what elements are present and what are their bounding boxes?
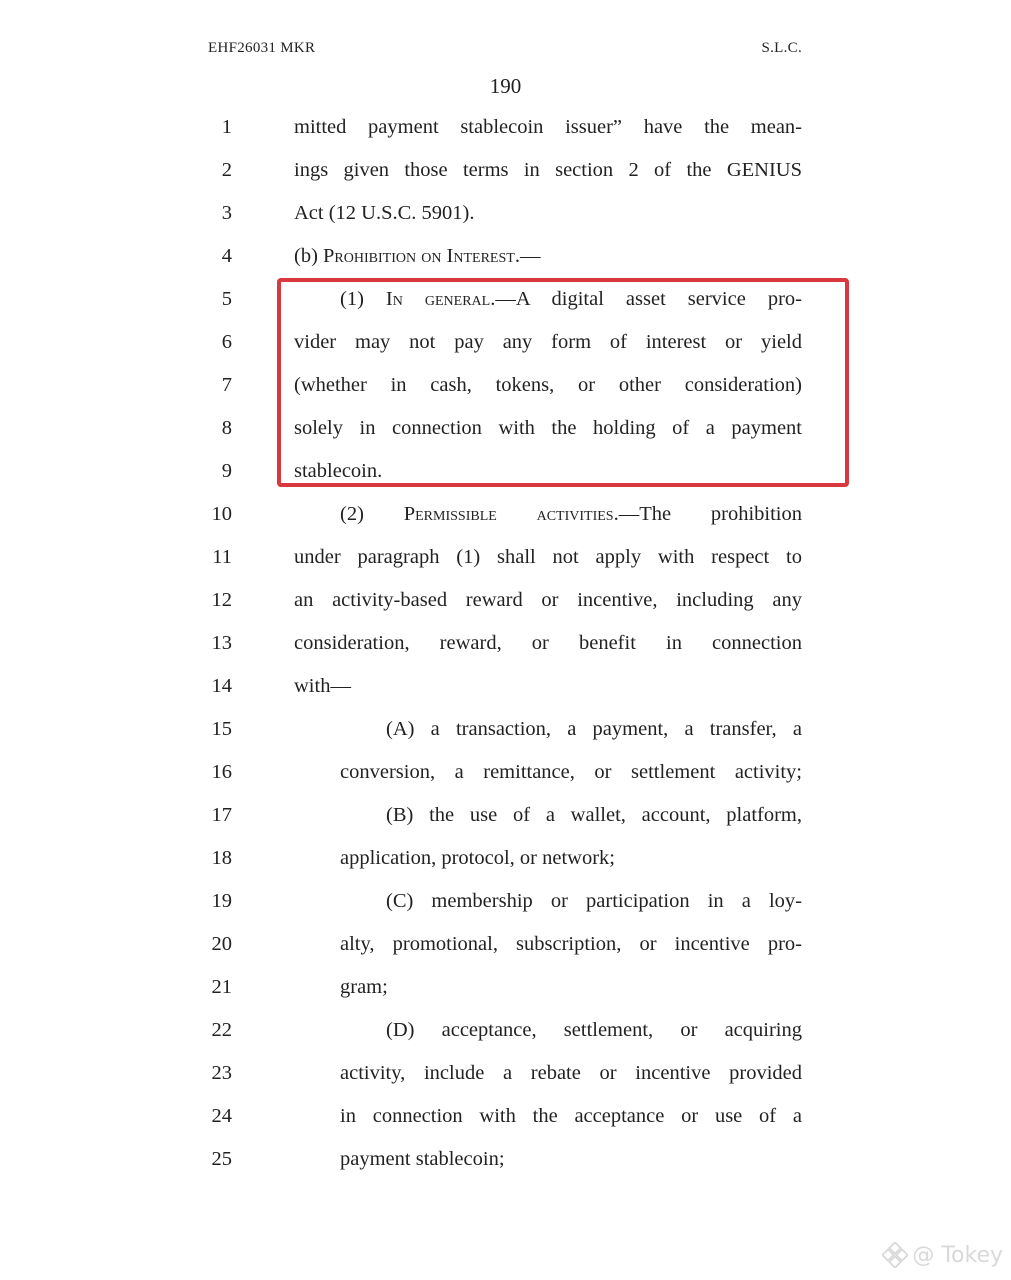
- text-run: .—The prohibition: [613, 503, 803, 525]
- line-number: 3: [221, 202, 232, 224]
- line-text: [340, 837, 802, 880]
- line-number: 10: [211, 503, 232, 525]
- line-number: 21: [211, 976, 232, 998]
- line-number: 15: [211, 718, 232, 740]
- line-text: [294, 149, 802, 192]
- line-number: 17: [211, 804, 232, 826]
- line-14: [0, 665, 1011, 708]
- line-number: 24: [211, 1105, 232, 1127]
- line-text: [340, 1095, 802, 1138]
- line-text: [294, 622, 802, 665]
- watermark: [882, 1242, 1003, 1268]
- text-run: an activity-based reward or incentive, including any: [294, 589, 802, 611]
- text-run: (A) a transaction, a payment, a transfer, a: [386, 718, 802, 740]
- text-run: vider may not pay any form of interest or yield: [294, 331, 802, 353]
- line-number: 16: [211, 761, 232, 783]
- line-text: [340, 880, 802, 923]
- line-number: 11: [212, 546, 232, 568]
- line-number: 9: [221, 460, 232, 482]
- line-22: [0, 1009, 1011, 1052]
- line-number: 5: [221, 288, 232, 310]
- line-number: 20: [211, 933, 232, 955]
- line-text: [340, 794, 802, 837]
- line-number: 23: [211, 1062, 232, 1084]
- line-21: [0, 966, 1011, 1009]
- text-run: (2): [340, 503, 404, 525]
- text-run: (1): [340, 288, 386, 310]
- line-number: 8: [221, 417, 232, 439]
- line-text: [294, 106, 802, 149]
- line-25: [0, 1138, 1011, 1181]
- text-run: (C) membership or participation in a loy-: [386, 890, 802, 912]
- line-text: [294, 665, 802, 708]
- text-run: (B) the use of a wallet, account, platform,: [386, 804, 802, 826]
- line-18: [0, 837, 1011, 880]
- text-run: payment stablecoin;: [340, 1148, 505, 1170]
- text-run: ings given those terms in section 2 of the GENIUS: [294, 159, 802, 181]
- line-19: [0, 880, 1011, 923]
- text-run: .—: [514, 245, 541, 267]
- line-text: [294, 235, 802, 278]
- line-number: 22: [211, 1019, 232, 1041]
- highlight-box: [277, 278, 849, 487]
- text-run: (whether in cash, tokens, or other consideration): [294, 374, 802, 396]
- line-4: [0, 235, 1011, 278]
- line-10: [0, 493, 1011, 536]
- line-13: [0, 622, 1011, 665]
- text-run: under paragraph (1) shall not apply with respect to: [294, 546, 802, 568]
- line-number: 18: [211, 847, 232, 869]
- text-run: with—: [294, 675, 351, 697]
- text-run: (b): [294, 245, 324, 267]
- line-text: [340, 751, 802, 794]
- line-text: [340, 1009, 802, 1052]
- line-17: [0, 794, 1011, 837]
- line-text: [340, 708, 802, 751]
- line-number: 13: [211, 632, 232, 654]
- heading-small-caps: In general: [385, 288, 491, 310]
- line-number: 4: [221, 245, 232, 267]
- line-text: [294, 536, 802, 579]
- text-run: in connection with the acceptance or use of a: [340, 1105, 802, 1127]
- line-text: [294, 579, 802, 622]
- line-number: 12: [211, 589, 232, 611]
- line-number: 1: [221, 116, 232, 138]
- line-text: [340, 923, 802, 966]
- document-id-header: EHF26031 MKR: [208, 40, 316, 56]
- line-text: [294, 493, 802, 536]
- line-number: 7: [221, 374, 232, 396]
- text-run: activity, include a rebate or incentive provided: [340, 1062, 802, 1084]
- line-text: [340, 1052, 802, 1095]
- text-run: alty, promotional, subscription, or incentive pro-: [340, 933, 802, 955]
- numbered-lines: [0, 106, 1011, 1181]
- text-run: gram;: [340, 976, 388, 998]
- heading-small-caps: Permissible activities: [403, 503, 614, 525]
- line-number: 14: [211, 675, 232, 697]
- line-15: [0, 708, 1011, 751]
- line-number: 2: [221, 159, 232, 181]
- line-12: [0, 579, 1011, 622]
- line-3: [0, 192, 1011, 235]
- line-11: [0, 536, 1011, 579]
- binance-square-logo-icon: [882, 1242, 908, 1268]
- text-run: application, protocol, or network;: [340, 847, 615, 869]
- text-run: (D) acceptance, settlement, or acquiring: [386, 1019, 802, 1041]
- line-24: [0, 1095, 1011, 1138]
- line-16: [0, 751, 1011, 794]
- text-run: .—A digital asset service pro-: [490, 288, 802, 310]
- page-number: 190: [489, 74, 522, 98]
- line-number: 19: [211, 890, 232, 912]
- text-run: Act (12 U.S.C. 5901).: [294, 202, 475, 224]
- heading-small-caps: Prohibition on Interest: [323, 245, 515, 267]
- line-text: [340, 1138, 802, 1181]
- line-2: [0, 149, 1011, 192]
- line-number: 6: [221, 331, 232, 353]
- line-number: 25: [211, 1148, 232, 1170]
- text-run: consideration, reward, or benefit in connection: [294, 632, 802, 654]
- text-run: mitted payment stablecoin issuer” have the mean-: [294, 116, 802, 138]
- line-23: [0, 1052, 1011, 1095]
- line-text: [340, 966, 802, 1009]
- line-text: [294, 192, 802, 235]
- watermark-text: @ Tokey: [912, 1242, 1003, 1268]
- slc-header: S.L.C.: [761, 40, 802, 56]
- line-1: [0, 106, 1011, 149]
- text-run: solely in connection with the holding of a payment: [294, 417, 802, 439]
- text-run: stablecoin.: [294, 460, 383, 482]
- text-run: conversion, a remittance, or settlement activity;: [340, 761, 802, 783]
- line-20: [0, 923, 1011, 966]
